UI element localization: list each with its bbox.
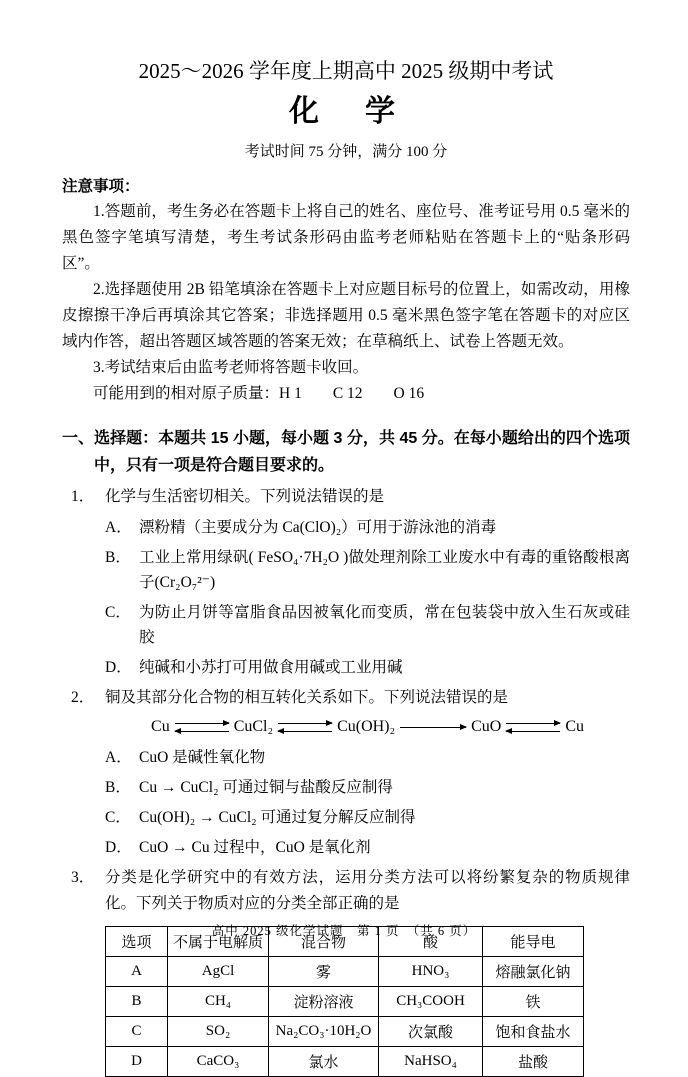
option-label: A． [105, 519, 132, 536]
option-label: B． [105, 549, 131, 566]
notice-heading: 注意事项： [62, 178, 140, 195]
subject-title: 化 学 [289, 95, 403, 128]
question-3-number: 3． [71, 869, 95, 886]
table-cell: NaHSO₄ [379, 1047, 483, 1077]
table-cell: 雾 [269, 957, 379, 987]
table-cell: 氯水 [269, 1047, 379, 1077]
option-text: Cu → CuCl₂ 可通过铜与盐酸反应制得 [139, 779, 393, 796]
species-cucl2: CuCl₂ [233, 718, 274, 735]
option-text: 纯碱和小苏打可用做食用碱或工业用碱 [139, 659, 403, 676]
forward-arrow-icon [400, 721, 466, 734]
table-cell: Na₂CO₃·10H₂O [269, 1017, 379, 1047]
table-cell: D [106, 1047, 168, 1077]
question-1-stem: 化学与生活密切相关。下列说法错误的是 [105, 488, 385, 505]
option-label: C． [105, 809, 131, 826]
table-cell: B [106, 987, 168, 1017]
option-label: D． [105, 839, 132, 856]
exam-duration-info: 考试时间 75 分钟，满分 100 分 [244, 144, 448, 160]
notice-item-1: 1.答题前，考生务必在答题卡上将自己的姓名、座位号、准考证号用 0.5 毫米的黑色签字笔填写清楚，考生考试条形码由监考老师粘贴在答题卡上的“贴条形码区”。 [62, 203, 630, 272]
question-2-option-d [105, 835, 630, 860]
exam-title: 2025～2026 学年度上期高中 2025 级期中考试 [138, 59, 554, 83]
question-3 [62, 865, 630, 917]
table-cell: 铁 [483, 987, 584, 1017]
option-label: D． [105, 659, 132, 676]
question-1-option-b [105, 545, 630, 595]
column-header: 不属于电解质 [168, 927, 269, 957]
table-cell: AgCl [168, 957, 269, 987]
question-2-option-b [105, 775, 630, 800]
question-2-stem: 铜及其部分化合物的相互转化关系如下。下列说法错误的是 [105, 689, 509, 706]
atomic-mass-line: 可能用到的相对原子质量：H 1 C 12 O 16 [93, 385, 425, 402]
question-3-stem: 分类是化学研究中的有效方法，运用分类方法可以将纷繁复杂的物质规律化。下列关于物质对应的分类全部正确的是 [105, 869, 630, 912]
question-1-number: 1． [71, 488, 95, 505]
section-1-heading: 一、选择题：本题共 15 小题，每小题 3 分，共 45 分。在每小题给出的四个选项中，只有一项是符合题目要求的。 [62, 430, 630, 474]
notice-item-3: 3.考试结束后由监考老师将答题卡收回。 [93, 359, 369, 376]
column-header: 酸 [379, 927, 483, 957]
table-row [106, 1017, 584, 1047]
option-label: C． [105, 604, 131, 621]
question-2-option-a [105, 745, 630, 770]
notice-item-2: 2.选择题使用 2B 铅笔填涂在答题卡上对应题目标号的位置上，如需改动，用橡皮擦擦干净后再填涂其它答案；非选择题用 0.5 毫米黑色签字笔在答题卡的对应区域内作答，超出答题区域答题的答案无效；在草稿纸上、试卷上答题无效。 [62, 281, 630, 350]
species-cu-2: Cu [565, 718, 584, 735]
table-cell: 饱和食盐水 [483, 1017, 584, 1047]
species-cuo: CuO [471, 718, 502, 735]
table-cell: 次氯酸 [379, 1017, 483, 1047]
table-cell: 盐酸 [483, 1047, 584, 1077]
table-cell: A [106, 957, 168, 987]
question-2 [62, 685, 630, 860]
reversible-arrow-icon [506, 721, 560, 734]
column-header: 能导电 [483, 927, 584, 957]
table-cell: CaCO₃ [168, 1047, 269, 1077]
reversible-arrow-icon [278, 721, 332, 734]
classification-table [105, 926, 584, 1077]
table-cell: SO₂ [168, 1017, 269, 1047]
table-row [106, 1047, 584, 1077]
table-cell: CH₃COOH [379, 987, 483, 1017]
column-header: 混合物 [269, 927, 379, 957]
table-row [106, 957, 584, 987]
species-cuoh2: Cu(OH)₂ [337, 718, 396, 735]
question-1-option-c [105, 600, 630, 650]
table-cell: C [106, 1017, 168, 1047]
question-1-option-d [105, 655, 630, 680]
question-1-option-a [105, 515, 630, 540]
table-cell: 熔融氯化钠 [483, 957, 584, 987]
reversible-arrow-icon [175, 721, 229, 734]
option-text: 漂粉精（主要成分为 Ca(ClO)₂）可用于游泳池的消毒 [139, 519, 497, 536]
option-text: CuO → Cu 过程中，CuO 是氧化剂 [139, 839, 371, 856]
option-text: CuO 是碱性氧化物 [139, 749, 266, 766]
species-cu: Cu [151, 718, 170, 735]
option-text: 为防止月饼等富脂食品因被氧化而变质，常在包装袋中放入生石灰或硅胶 [139, 604, 630, 646]
option-text: 工业上常用绿矾( FeSO₄·7H₂O )做处理剂除工业废水中有毒的重铬酸根离子(Cr₂O₇²⁻) [139, 549, 630, 591]
column-header: 选项 [106, 927, 168, 957]
table-cell: 淀粉溶液 [269, 987, 379, 1017]
table-row [106, 987, 584, 1017]
option-label: B． [105, 779, 131, 796]
table-cell: CH₄ [168, 987, 269, 1017]
page-footer: 高中 2025 级化学试题 第 1 页 （共 6 页） [211, 924, 477, 938]
option-text: Cu(OH)₂ → CuCl₂ 可通过复分解反应制得 [139, 809, 416, 826]
question-1 [62, 484, 630, 680]
table-cell: HNO₃ [379, 957, 483, 987]
copper-transformation-equation [105, 714, 630, 740]
question-2-option-c [105, 805, 630, 830]
question-2-number: 2． [71, 689, 95, 706]
option-label: A． [105, 749, 132, 766]
